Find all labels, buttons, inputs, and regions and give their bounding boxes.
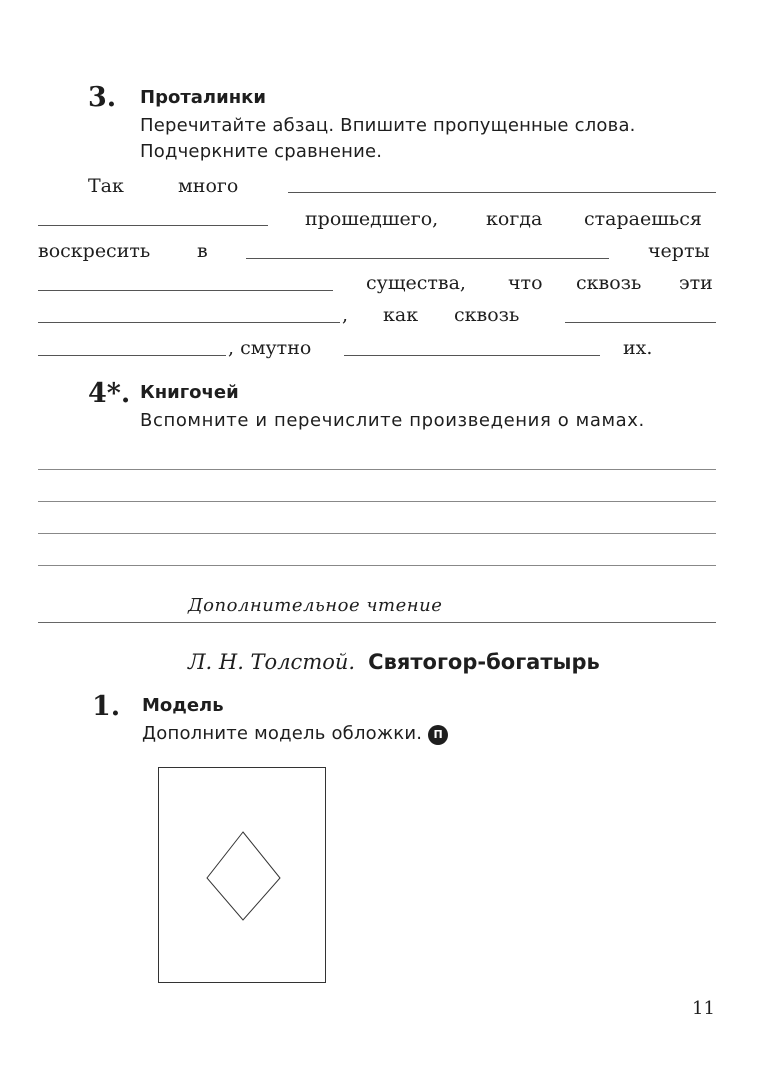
task-4-instruction: Вспомните и перечислите произведения о мамах. [140,410,645,431]
fill-blank[interactable] [38,225,268,226]
text-word: как [383,304,419,326]
answer-line[interactable] [38,469,716,470]
text-word: много [178,175,239,197]
answer-line[interactable] [38,565,716,566]
task-1-title: Модель [142,695,224,716]
text-word: , [342,304,349,326]
text-word: стараешься [584,208,702,230]
fill-blank[interactable] [38,355,226,356]
text-word: в [197,240,208,262]
section-heading: Дополнительное чтение [188,595,443,616]
text-word: их. [623,337,653,359]
task-3-number: 3. [88,82,117,113]
text-word: Так [88,175,124,197]
section-divider [38,622,716,623]
task-1-number: 1. [92,691,121,722]
fill-blank[interactable] [344,355,600,356]
text-word: эти [679,272,713,294]
fill-blank[interactable] [246,258,609,259]
work-author: Л. Н. Толстой. [188,650,356,674]
text-word: сквозь [454,304,520,326]
fill-blank[interactable] [565,322,716,323]
badge-icon: П [428,725,448,745]
text-word: воскресить [38,240,151,262]
text-word: сквозь [576,272,642,294]
task-3-instruction [140,113,636,165]
fill-blank[interactable] [288,192,716,193]
text-word: прошедшего, [305,208,439,230]
task-4-number: 4*. [88,378,131,409]
task-1-instruction: Дополните модель обложки. [142,723,423,744]
work-header [188,650,600,674]
text-word: черты [648,240,710,262]
text-word: , смутно [228,337,312,359]
work-title: Святогор-богатырь [368,650,600,674]
task-3-title: Проталинки [140,87,266,108]
fill-blank[interactable] [38,290,333,291]
fill-blank[interactable] [38,322,340,323]
task-3-instruction-line-1: Перечитайте абзац. Впишите пропущенные слова. [140,115,636,136]
text-word: существа, [366,272,466,294]
text-word: когда [486,208,543,230]
diamond-icon [159,768,325,982]
answer-line[interactable] [38,501,716,502]
task-3-instruction-line-2: Подчеркните сравнение. [140,141,383,162]
page-number: 11 [692,998,715,1019]
answer-line[interactable] [38,533,716,534]
cover-model-frame[interactable] [158,767,326,983]
task-1-instruction-row [142,721,448,747]
text-word: что [508,272,543,294]
task-4-title: Книгочей [140,382,239,403]
